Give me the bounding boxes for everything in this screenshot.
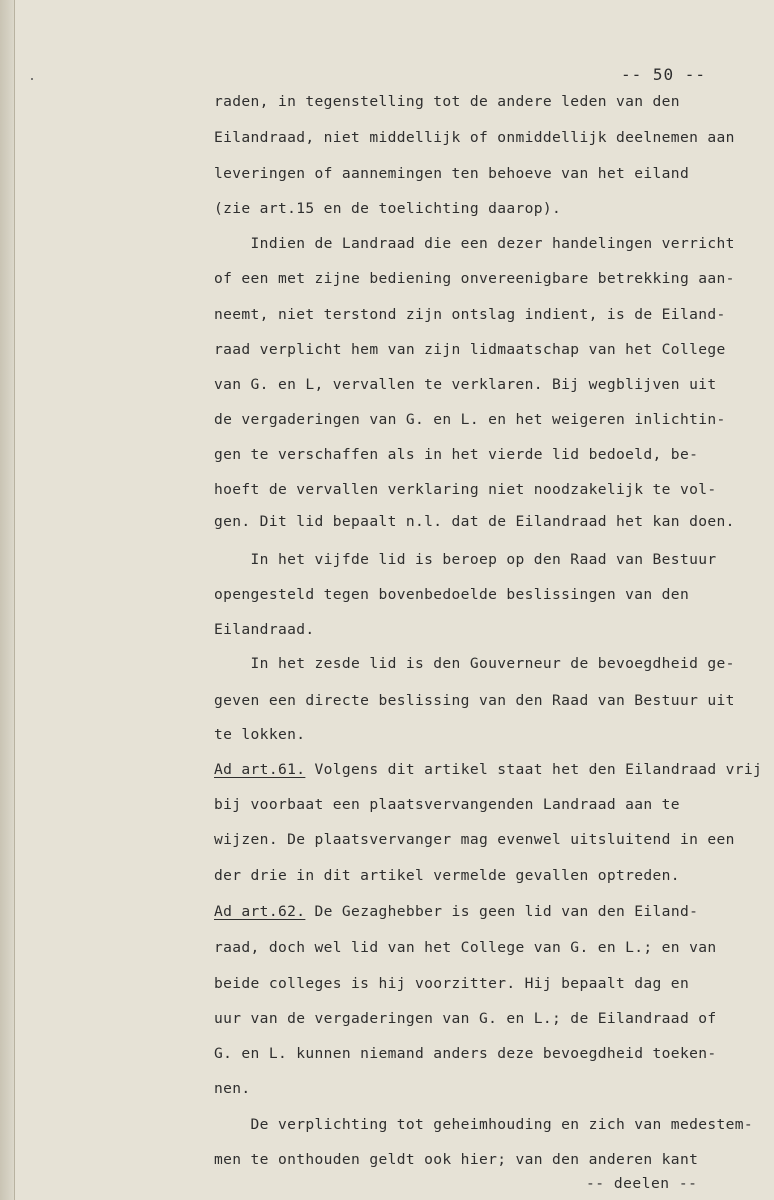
text-line: beide colleges is hij voorzitter. Hij bepaalt dag en — [214, 975, 690, 992]
art61-first-line — [214, 761, 763, 779]
text-line: wijzen. De plaatsvervanger mag evenwel uitsluitend in een — [214, 831, 735, 848]
text-line: bij voorbaat een plaatsvervangenden Landraad aan te — [214, 796, 680, 813]
text-line: raad, doch wel lid van het College van G. en L.; en van — [214, 939, 717, 956]
book-binding-edge — [0, 0, 15, 1200]
typewritten-page — [14, 0, 774, 1200]
text-line: De verplichting tot geheimhouding en zich van medestem- — [214, 1116, 754, 1133]
page-number: -- 50 -- — [621, 65, 707, 84]
text-line: raad verplicht hem van zijn lidmaatschap van het College — [214, 341, 726, 358]
text-line: gen. Dit lid bepaalt n.l. dat de Eilandraad het kan doen. — [214, 513, 735, 530]
text-line: Indien de Landraad die een dezer handelingen verricht — [214, 235, 735, 252]
text-line: In het zesde lid is den Gouverneur de bevoegdheid ge- — [214, 655, 735, 672]
text-line: uur van de vergaderingen van G. en L.; de Eilandraad of — [214, 1010, 717, 1027]
art62-first-line — [214, 903, 714, 921]
text-line: In het vijfde lid is beroep op den Raad van Bestuur — [214, 551, 717, 568]
art61-heading: Ad art.61. — [214, 761, 306, 778]
text-line: de vergaderingen van G. en L. en het weigeren inlichtin- — [214, 411, 726, 428]
text-line: nen. — [214, 1080, 251, 1097]
text-line: Eilandraad, niet middellijk of onmiddellijk deelnemen aan — [214, 129, 735, 146]
text-line: neemt, niet terstond zijn ontslag indient, is de Eiland- — [214, 306, 726, 323]
text-line: of een met zijne bediening onvereenigbare betrekking aan- — [214, 270, 735, 287]
text-line: hoeft de vervallen verklaring niet noodzakelijk te vol- — [214, 481, 717, 498]
text-line: G. en L. kunnen niemand anders deze bevoegdheid toeken- — [214, 1045, 717, 1062]
text-line: gen te verschaffen als in het vierde lid bedoeld, be- — [214, 446, 699, 463]
text-line: Eilandraad. — [214, 621, 315, 638]
text-line: men te onthouden geldt ook hier; van den anderen kant — [214, 1151, 699, 1168]
art61-text: Volgens dit artikel staat het den Eilandraad vrij — [305, 761, 763, 778]
art62-text: De Gezaghebber is geen lid van den Eiland- — [305, 903, 699, 920]
art62-heading: Ad art.62. — [214, 903, 306, 920]
text-line: geven een directe beslissing van den Raad van Bestuur uit — [214, 692, 735, 709]
text-line: leveringen of aannemingen ten behoeve van het eiland — [214, 165, 690, 182]
text-line: raden, in tegenstelling tot de andere leden van den — [214, 93, 680, 110]
text-line: van G. en L, vervallen te verklaren. Bij wegblijven uit — [214, 376, 717, 393]
text-line: opengesteld tegen bovenbedoelde beslissingen van den — [214, 586, 690, 603]
catchword: -- deelen -- — [586, 1175, 698, 1192]
text-line: der drie in dit artikel vermelde gevallen optreden. — [214, 867, 680, 884]
text-line: (zie art.15 en de toelichting daarop). — [214, 200, 562, 217]
text-line: te lokken. — [214, 726, 306, 743]
